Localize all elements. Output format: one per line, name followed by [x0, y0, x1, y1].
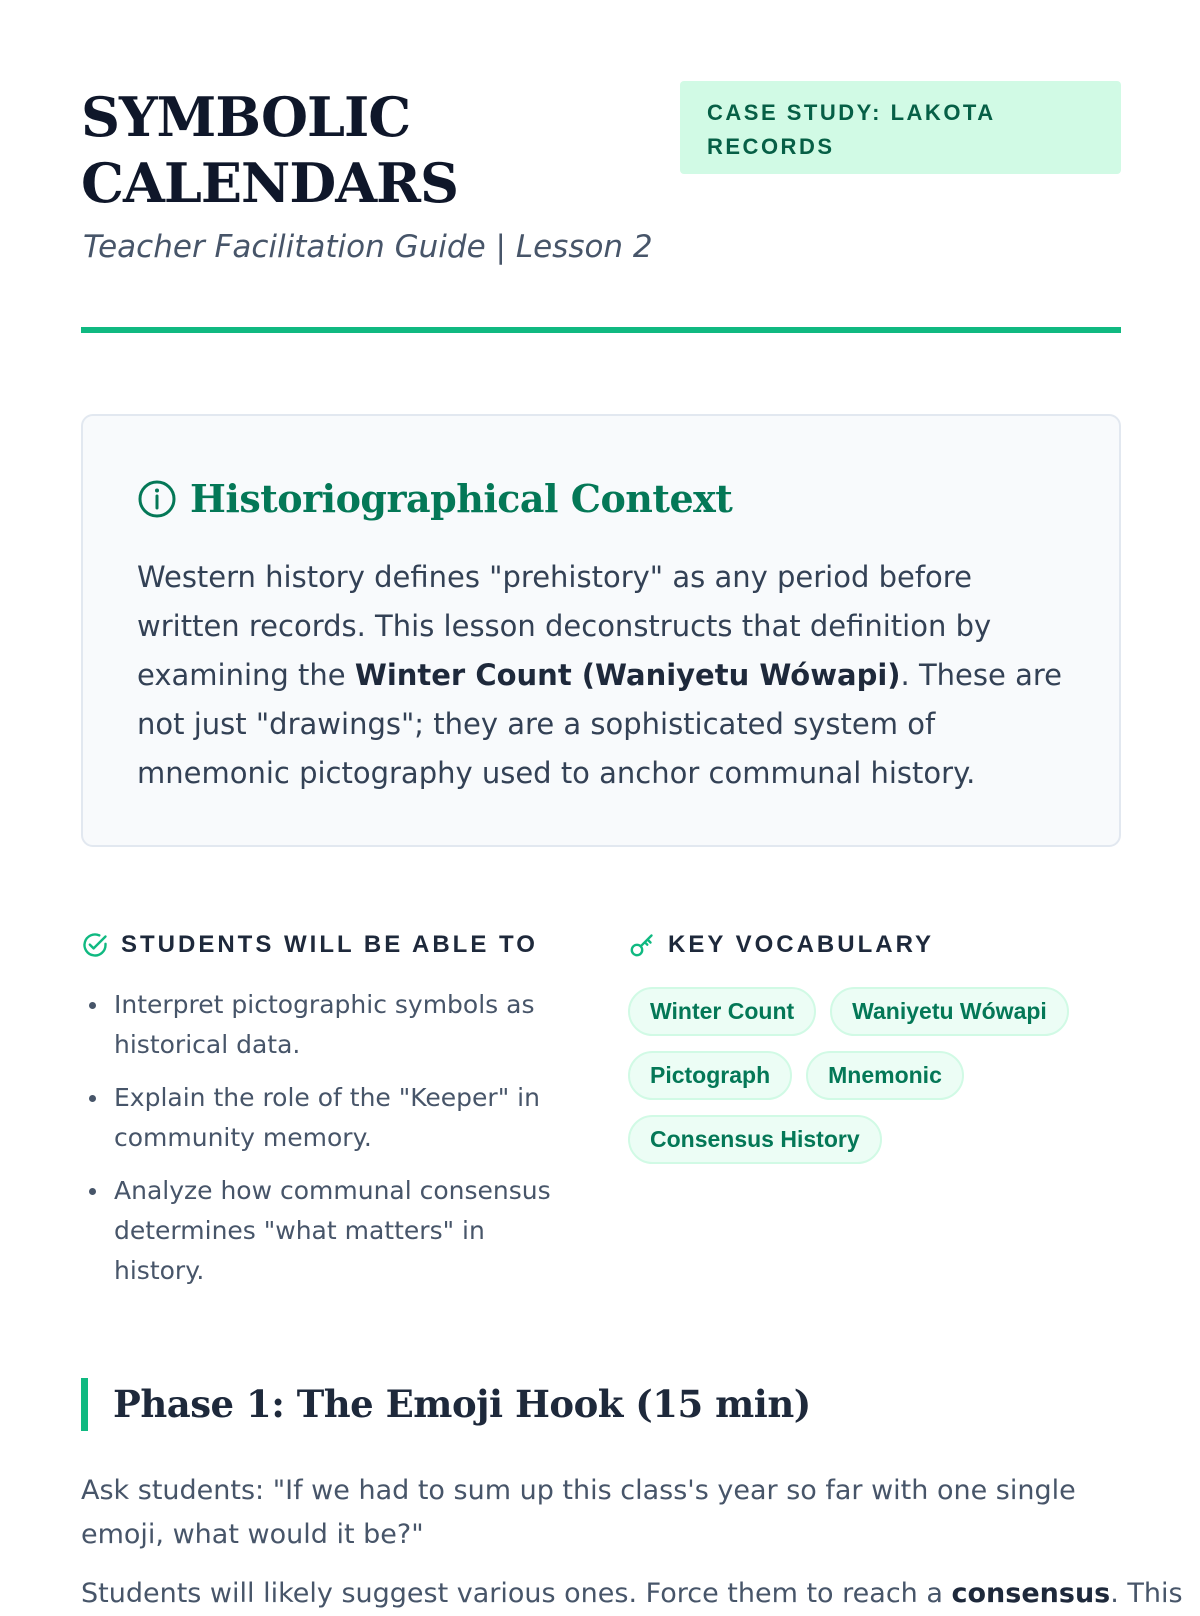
- objectives-section: [81, 925, 561, 1304]
- lesson-page: [81, 0, 1183, 1609]
- list-item: Interpret pictographic symbols as historical data.: [81, 985, 561, 1065]
- objectives-heading-label: STUDENTS WILL BE ABLE TO: [121, 931, 538, 958]
- followup-term: consensus: [951, 1578, 1111, 1609]
- context-heading: [137, 476, 732, 521]
- header-divider: [81, 327, 1121, 333]
- vocabulary-heading: [628, 925, 1121, 965]
- vocab-tag: Waniyetu Wówapi: [830, 987, 1069, 1036]
- context-card: [81, 414, 1121, 847]
- objectives-list: [81, 985, 561, 1291]
- info-icon: [137, 479, 177, 519]
- phase-1-prompt: Ask students: "If we had to sum up this class's year so far with one single emoji, what would it be?": [81, 1475, 1076, 1550]
- list-item: Analyze how communal consensus determines "what matters" in history.: [81, 1171, 561, 1291]
- objectives-heading: [81, 925, 561, 965]
- title-line-1: SYMBOLIC: [81, 85, 411, 149]
- vocabulary-heading-label: KEY VOCABULARY: [668, 931, 935, 958]
- page-title: [81, 84, 458, 216]
- check-circle-icon: [81, 931, 109, 959]
- list-item: Explain the role of the "Keeper" in community memory.: [81, 1078, 561, 1158]
- case-study-badge: CASE STUDY: LAKOTA RECORDS: [680, 81, 1121, 174]
- phase-1-heading: Phase 1: The Emoji Hook (15 min): [81, 1378, 811, 1431]
- vocab-tag: Mnemonic: [806, 1051, 964, 1100]
- context-body-term: Winter Count (Waniyetu Wówapi): [354, 658, 901, 692]
- phase-1-followup: [81, 1572, 1183, 1609]
- followup-part2: . This: [1110, 1578, 1183, 1609]
- vocabulary-tags: [628, 987, 1121, 1164]
- title-line-2: CALENDARS: [81, 151, 458, 215]
- vocab-tag: Consensus History: [628, 1115, 882, 1164]
- vocab-tag: Pictograph: [628, 1051, 792, 1100]
- vocabulary-section: [628, 925, 1121, 1164]
- page-subtitle: Teacher Facilitation Guide | Lesson 2: [83, 229, 653, 265]
- context-body-part1: Western history defines "prehistory" as any period before written records. This lesson deconstructs that definition by examining the: [137, 560, 992, 692]
- followup-part1: Students will likely suggest various ones. Force them to reach a: [81, 1578, 952, 1609]
- key-icon: [628, 931, 656, 959]
- page-header: [81, 0, 1121, 334]
- context-body: [137, 553, 1077, 798]
- context-body-part2: . These are not just "drawings"; they are a sophisticated system of mnemonic pictography used to anchor communal history.: [137, 658, 1062, 790]
- context-title: Historiographical Context: [190, 476, 733, 521]
- vocab-tag: Winter Count: [628, 987, 816, 1036]
